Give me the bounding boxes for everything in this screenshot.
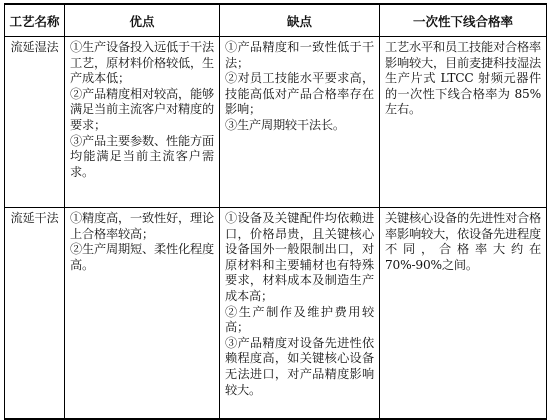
disadvantage-item: ②对员工技能水平要求高，技能高低对产品合格率存在影响； bbox=[225, 71, 374, 117]
yield-text: 工艺水平和员工技能对合格率影响较大，目前麦捷科技湿法生产片式 LTCC 射频元器件的一次性下线合格率为 85%左右。 bbox=[385, 40, 541, 117]
process-comparison-table bbox=[4, 3, 547, 420]
disadvantage-item: ①产品精度和一致性低于干法； bbox=[225, 40, 374, 70]
disadvantage-item: ③生产周期较干法长。 bbox=[225, 117, 345, 132]
header-first-pass-yield: 一次性下线合格率 bbox=[380, 4, 547, 37]
header-process-name: 工艺名称 bbox=[5, 4, 65, 37]
disadvantage-item: ②生产制作及维护费用较高； bbox=[225, 304, 374, 335]
advantage-item: ②生产周期短、柔性化程度高。 bbox=[70, 242, 214, 272]
table-row bbox=[5, 208, 547, 420]
yield-cell bbox=[380, 37, 547, 208]
header-row bbox=[5, 4, 547, 37]
header-advantages: 优点 bbox=[65, 4, 220, 37]
table-row bbox=[5, 37, 547, 208]
advantage-item: ③产品主要参数、性能方面均能满足当前主流客户需求。 bbox=[70, 133, 214, 179]
advantage-item: ②产品精度相对较高，能够满足当前主流客户对精度的要求； bbox=[70, 86, 214, 132]
disadvantages-cell bbox=[220, 208, 380, 420]
advantage-item: ①精度高，一致性好，理论上合格率较高； bbox=[70, 211, 214, 241]
yield-text: 关键核心设备的先进性对合格率影响较大，依设备先进程度不同，合格率大约在 70%-90%之间。 bbox=[385, 211, 541, 272]
disadvantage-item: ③产品精度对设备先进性依赖程度高，如关键核心设备无法进口，对产品精度影响较大。 bbox=[225, 335, 374, 397]
process-name-cell: 流延干法 bbox=[5, 208, 65, 420]
disadvantage-item: ①设备及关键配件均依赖进口，价格昂贵，且关键核心设备国外一般限制出口，对原材料和主要辅材也有特殊要求，材料成本及制造生产成本高； bbox=[225, 211, 374, 303]
advantages-cell bbox=[65, 37, 220, 208]
process-name-cell: 流延湿法 bbox=[5, 37, 65, 208]
disadvantages-cell bbox=[220, 37, 380, 208]
advantage-item: ①生产设备投入远低于干法工艺，原材料价格较低，生产成本低； bbox=[70, 40, 214, 86]
advantages-cell bbox=[65, 208, 220, 420]
yield-cell bbox=[380, 208, 547, 420]
header-disadvantages: 缺点 bbox=[220, 4, 380, 37]
